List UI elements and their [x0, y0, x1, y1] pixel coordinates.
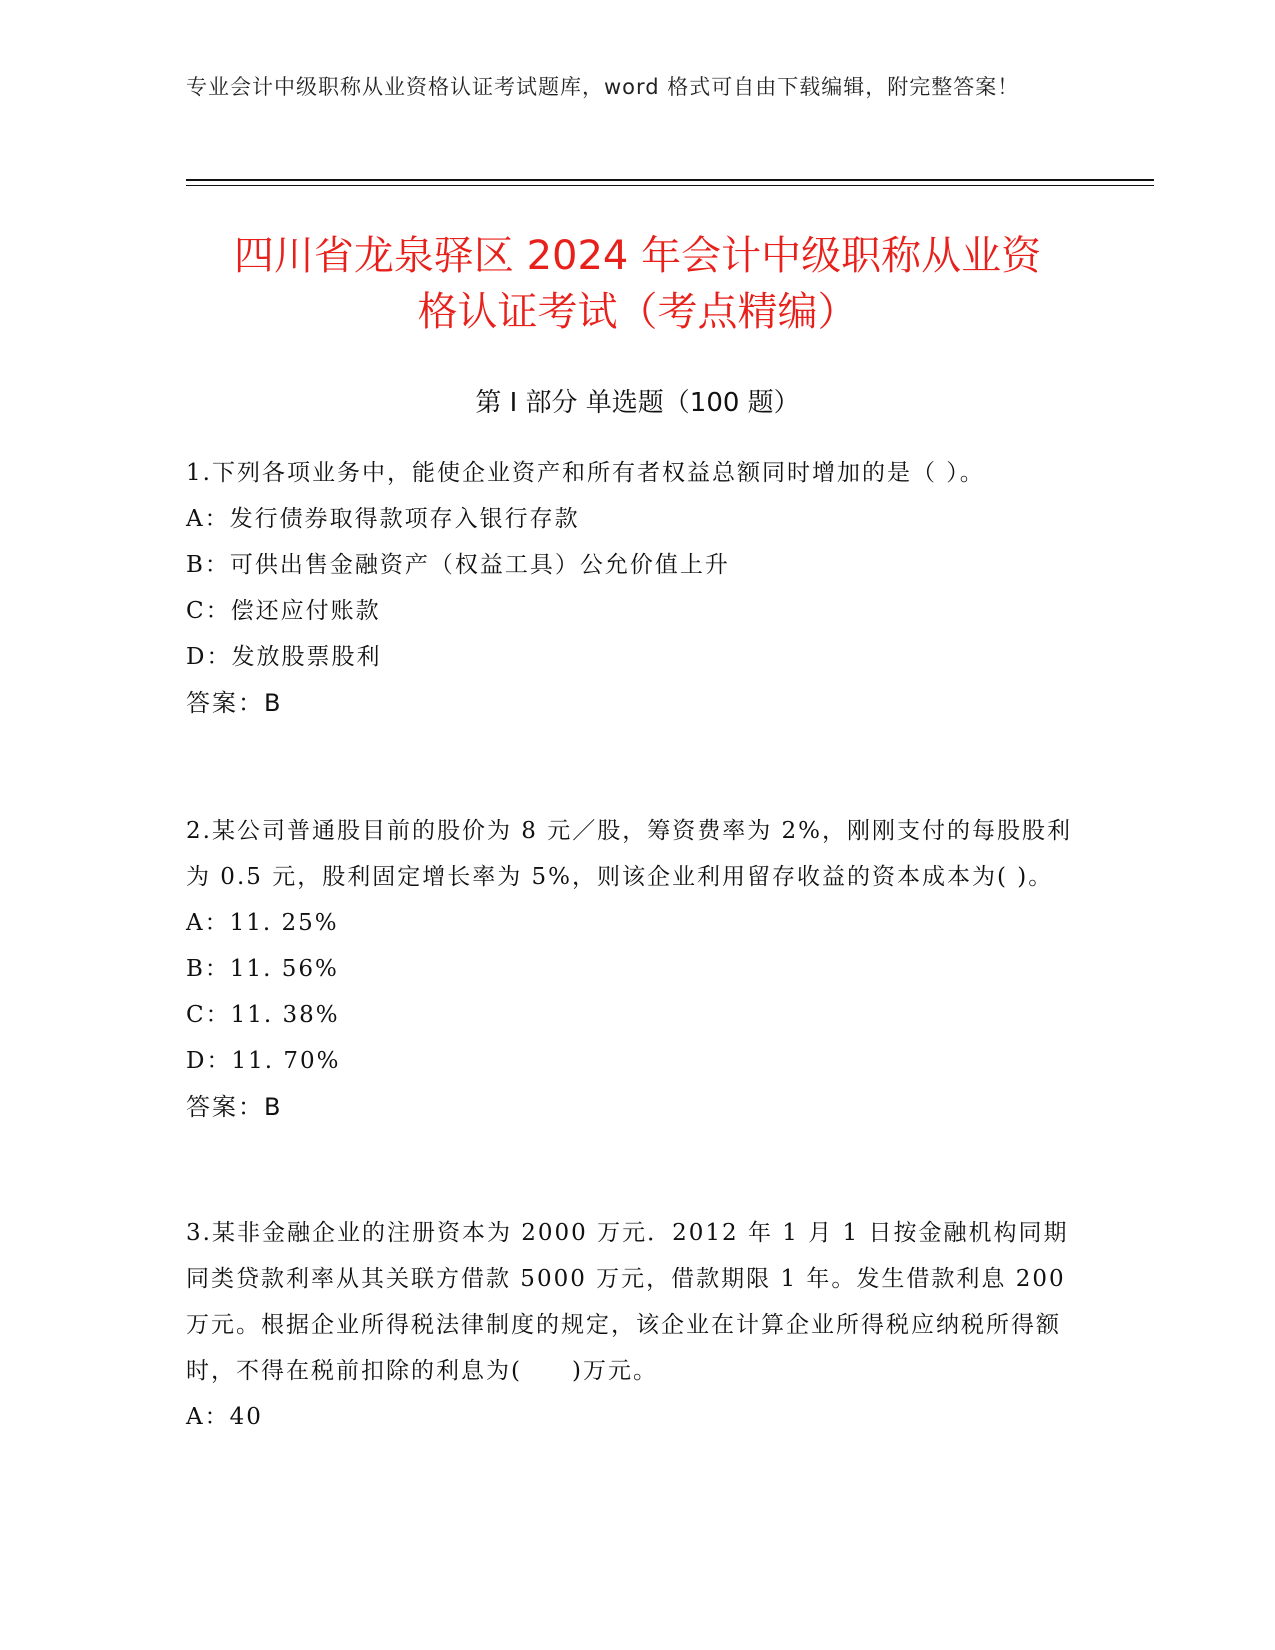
option-c: C：偿还应付账款	[186, 598, 381, 624]
question-stem: 2.某公司普通股目前的股价为 8 元／股，筹资费率为 2%，刚刚支付的每股股利为 0.5 元，股利固定增长率为 5%，则该企业利用留存收益的资本成本为( )。	[186, 818, 1072, 890]
option-b: B：11. 56%	[186, 956, 339, 982]
option-d: D：发放股票股利	[186, 644, 382, 670]
question-3	[186, 1210, 1086, 1440]
title-line-1: 四川省龙泉驿区 2024 年会计中级职称从业资	[233, 233, 1042, 279]
question-stem: 3.某非金融企业的注册资本为 2000 万元．2012 年 1 月 1 日按金融机构同期同类贷款利率从其关联方借款 5000 万元，借款期限 1 年。发生借款利息 200 万元。根据企业所得税法律制度的规定，该企业在计算企业所得税应纳税所得额时，不得在税前扣除的利息为( )万元。	[186, 1220, 1069, 1384]
option-a: A：发行债券取得款项存入银行存款	[186, 506, 580, 532]
question-2	[186, 808, 1086, 1130]
option-a: A：40	[186, 1404, 263, 1430]
question-1	[186, 450, 1086, 726]
header-divider-thick	[186, 179, 1154, 181]
question-stem: 1.下列各项业务中，能使企业资产和所有者权益总额同时增加的是（ ）。	[186, 460, 985, 486]
option-b: B：可供出售金融资产（权益工具）公允价值上升	[186, 552, 730, 578]
header-divider-thin	[186, 185, 1154, 186]
option-c: C：11. 38%	[186, 1002, 340, 1028]
title-line-2: 格认证考试（考点精编）	[417, 289, 858, 335]
section-heading: 第 I 部分 单选题（100 题）	[475, 388, 800, 418]
header-note: 专业会计中级职称从业资格认证考试题库，word 格式可自由下载编辑，附完整答案！	[186, 75, 1020, 99]
document-title	[150, 228, 1125, 340]
option-d: D：11. 70%	[186, 1048, 341, 1074]
option-a: A：11. 25%	[186, 910, 339, 936]
answer: 答案：B	[186, 689, 283, 717]
answer: 答案：B	[186, 1093, 283, 1121]
